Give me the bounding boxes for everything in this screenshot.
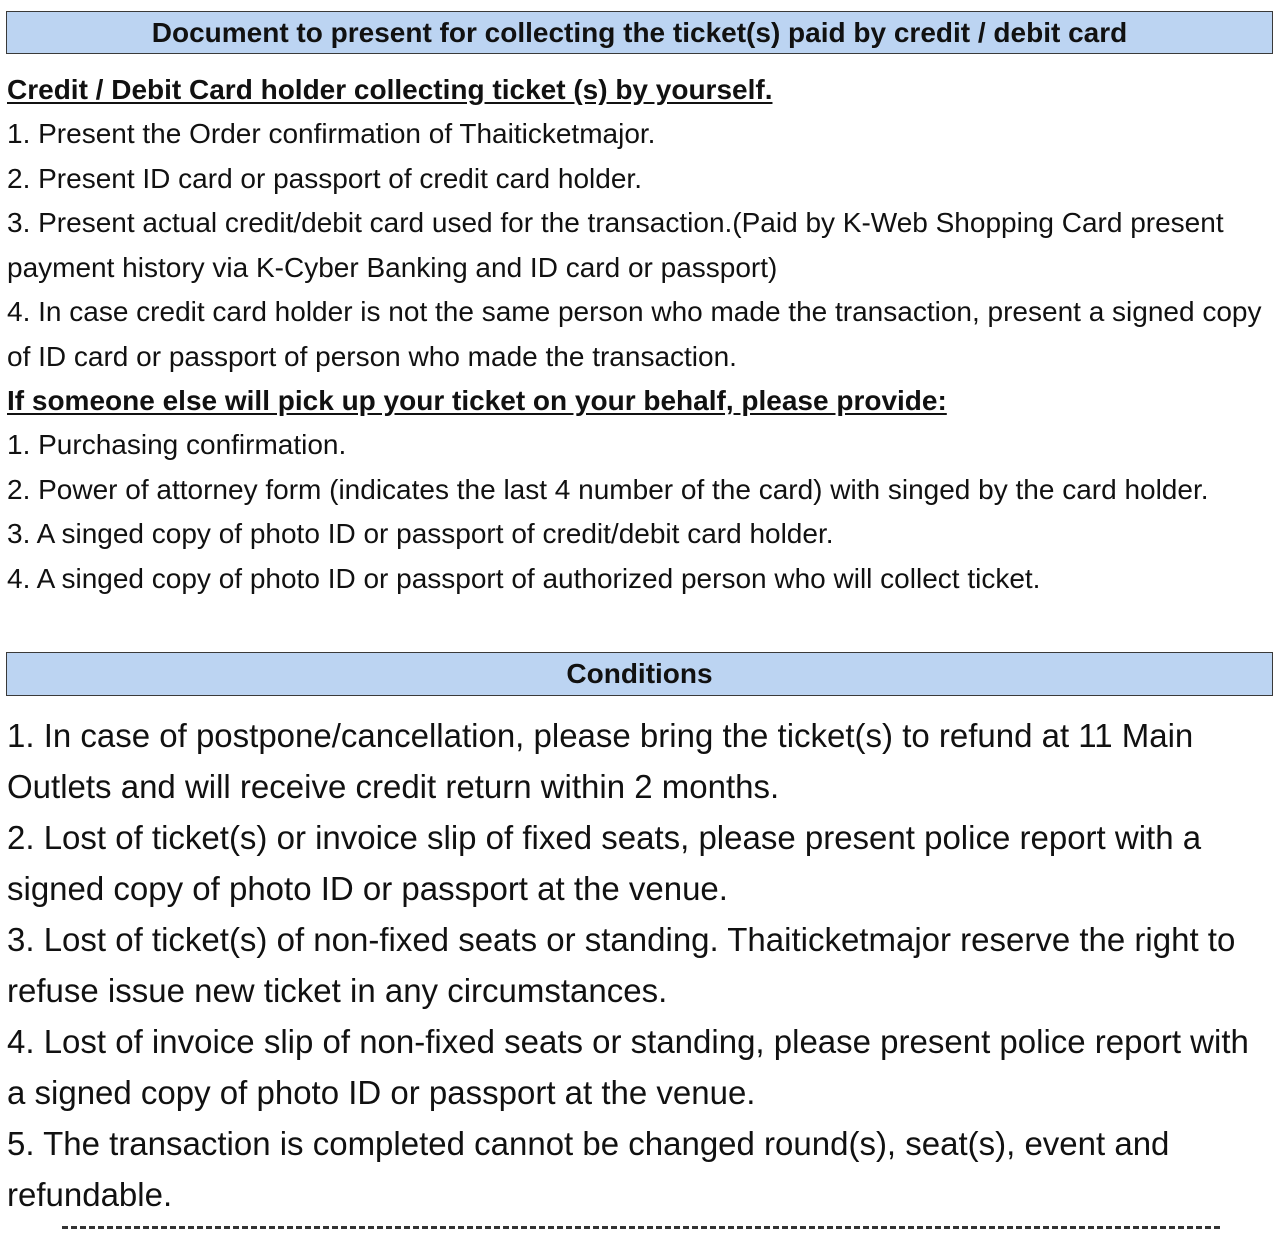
self-collect-item: 3. Present actual credit/debit card used for the transaction.(Paid by K-Web Shopping Card present payment history via K-Cyber Banking and ID card or passport): [7, 207, 1224, 283]
proxy-collect-item: 1. Purchasing confirmation.: [7, 429, 347, 460]
condition-item: 3. Lost of ticket(s) of non-fixed seats or standing. Thaiticketmajor reserve the right to refuse issue new ticket in any circumstances.: [7, 921, 1236, 1009]
condition-item: 5. The transaction is completed cannot be changed round(s), seat(s), event and refundable.: [7, 1125, 1170, 1213]
self-collect-item: 1. Present the Order confirmation of Thaiticketmajor.: [7, 118, 656, 149]
dashed-divider: [62, 1226, 1220, 1229]
section-header-document: Document to present for collecting the ticket(s) paid by credit / debit card: [6, 11, 1273, 54]
self-collect-item: 4. In case credit card holder is not the same person who made the transaction, present a signed copy of ID card or passport of person who made the transaction.: [7, 296, 1262, 372]
self-collect-heading: Credit / Debit Card holder collecting ticket (s) by yourself.: [7, 74, 773, 105]
section-header-conditions: Conditions: [6, 652, 1273, 696]
conditions-list: [7, 710, 1273, 1220]
proxy-collect-item: 2. Power of attorney form (indicates the last 4 number of the card) with singed by the card holder.: [7, 473, 1209, 505]
self-collect-item: 2. Present ID card or passport of credit card holder.: [7, 162, 642, 194]
proxy-collect-item: 3. A singed copy of photo ID or passport of credit/debit card holder.: [7, 518, 834, 549]
proxy-collect-heading: If someone else will pick up your ticket on your behalf, please provide:: [7, 385, 947, 416]
document-requirements: [7, 68, 1273, 601]
condition-item: 1. In case of postpone/cancellation, please bring the ticket(s) to refund at 11 Main Outlets and will receive credit return within 2 months.: [7, 717, 1194, 805]
proxy-collect-item: 4. A singed copy of photo ID or passport of authorized person who will collect ticket.: [7, 562, 1041, 594]
condition-item: 2. Lost of ticket(s) or invoice slip of fixed seats, please present police report with a signed copy of photo ID or passport at the venue.: [7, 819, 1202, 907]
condition-item: 4. Lost of invoice slip of non-fixed seats or standing, please present police report with a signed copy of photo ID or passport at the venue.: [7, 1023, 1249, 1111]
